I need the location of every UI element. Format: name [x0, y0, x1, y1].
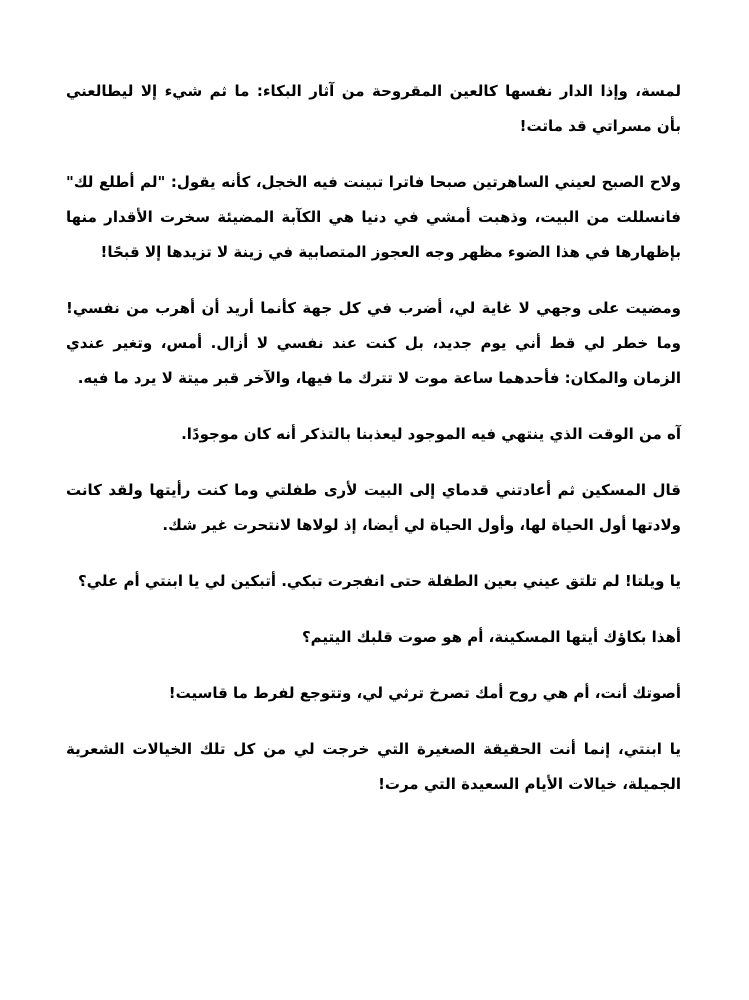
paragraph-1: لمسة، وإذا الدار نفسها كالعين المقروحة من آثار البكاء: ما ثم شيء إلا ليطالعني بأن مسراتي قد ماتت! [66, 82, 681, 135]
paragraph-3: ومضيت على وجهي لا غاية لي، أضرب في كل جهة كأنما أريد أن أهرب من نفسي! وما خطر لي قط أني يوم جديد، بل كنت عند نفسي لا أزال. أمس، وتغير عندي الزمان والمكان: فأحدهما ساعة موت لا تترك ما فيها، والآخر قبر ميتة لا يرد ما فيه. [66, 299, 681, 387]
paragraph-2: ولاح الصبح لعيني الساهرتين صبحا فاترا تبينت فيه الخجل، كأنه يقول: "لم أطلع لك" فانسللت من البيت، وذهبت أمشي في دنيا هي الكآبة المضيئة سخرت الأقدار منها بإظهارها في هذا الضوء مظهر وجه العجوز المتصابية في زينة لا تزيدها إلا قبحًا! [66, 173, 681, 261]
paragraph-8: أصوتك أنت، أم هي روح أمك تصرخ ترثي لي، وتتوجع لفرط ما قاسيت! [168, 684, 681, 702]
document-page [66, 74, 681, 823]
paragraph-4: آه من الوقت الذي ينتهي فيه الموجود ليعذبنا بالتذكر أنه كان موجودًا. [181, 425, 681, 443]
paragraph-9: يا ابنتي، إنما أنت الحقيقة الصغيرة التي خرجت لي من كل تلك الخيالات الشعرية الجميلة، خيالات الأيام السعيدة التي مرت! [66, 740, 681, 793]
paragraph-7: أهذا بكاؤك أيتها المسكينة، أم هو صوت قلبك اليتيم؟ [301, 628, 681, 646]
paragraph-5: قال المسكين ثم أعادتني قدماي إلى البيت لأرى طفلتي وما كنت رأيتها ولقد كانت ولادتها أول الحياة لها، وأول الحياة لي أيضا، إذ لولاها لانتحرت غير شك. [66, 481, 681, 534]
paragraph-6: يا ويلتا! لم تلتق عيني بعين الطفلة حتى انفجرت تبكي. أتبكين لي يا ابنتي أم علي؟ [78, 572, 681, 590]
